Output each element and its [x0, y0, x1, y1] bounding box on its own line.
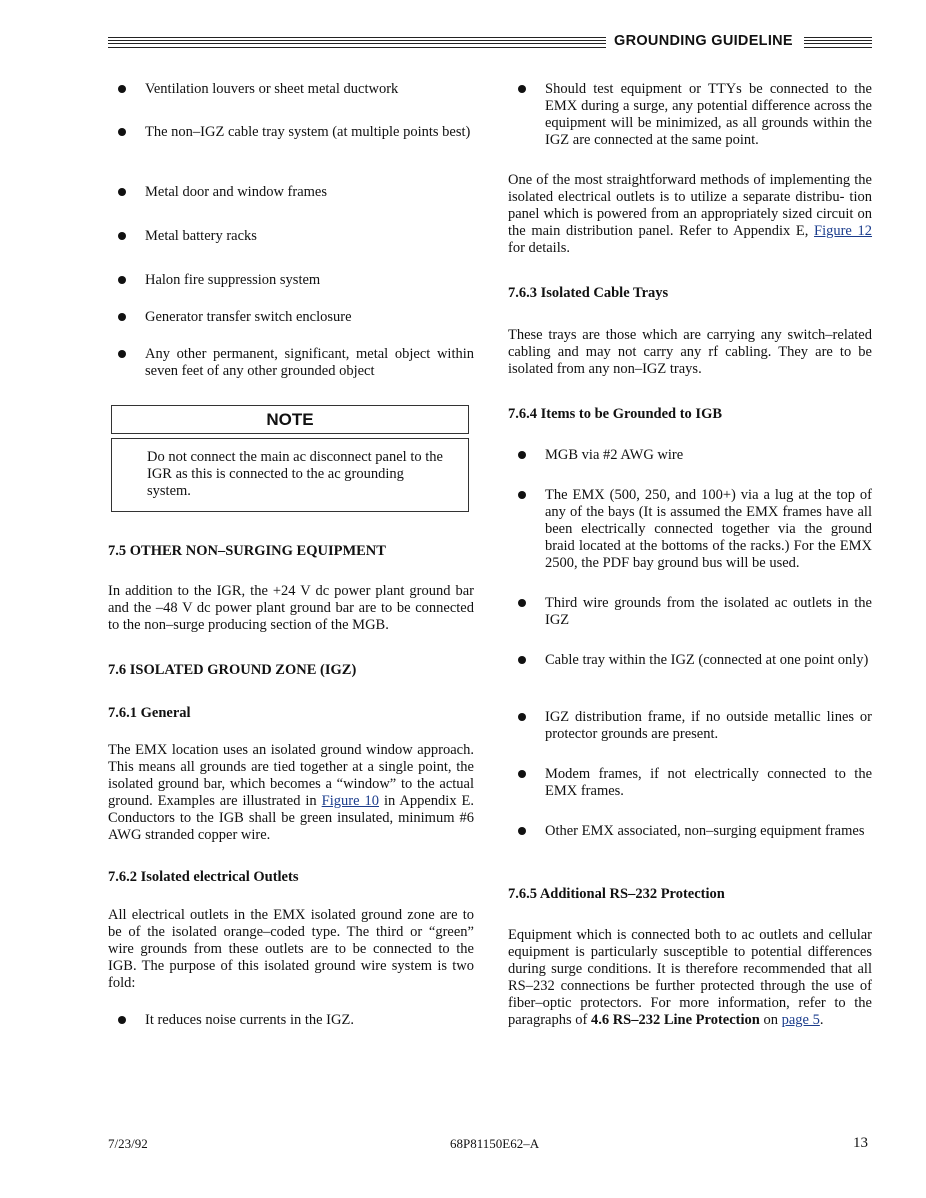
bullet-icon — [118, 313, 126, 321]
bullet-icon — [118, 188, 126, 196]
bullet-icon — [518, 85, 526, 93]
page-5-link[interactable]: page 5 — [781, 1012, 820, 1028]
bullet-icon — [118, 1016, 126, 1024]
list-item: Modem frames, if not electrically connected to the EMX frames. — [518, 766, 872, 800]
header-rule-right — [804, 37, 872, 48]
section-heading-7-6-3: 7.6.3 Isolated Cable Trays — [508, 285, 669, 301]
list-item: Ventilation louvers or sheet metal ductwork — [118, 81, 474, 98]
bullet-icon — [118, 85, 126, 93]
figure-10-link[interactable]: Figure 10 — [321, 793, 379, 809]
list-item: Other EMX associated, non–surging equipment frames — [518, 823, 872, 840]
section-heading-7-6-1: 7.6.1 General — [108, 705, 191, 721]
page-header-title: GROUNDING GUIDELINE — [614, 33, 793, 49]
list-item: Cable tray within the IGZ (connected at one point only) — [518, 652, 872, 669]
list-item: IGZ distribution frame, if no outside metallic lines or protector grounds are present. — [518, 709, 872, 743]
list-item: Metal door and window frames — [118, 184, 474, 201]
bullet-icon — [518, 656, 526, 664]
bullet-icon — [518, 770, 526, 778]
header-rule-left — [108, 37, 606, 48]
section-heading-7-6-5: 7.6.5 Additional RS–232 Protection — [508, 886, 725, 902]
bullet-icon — [518, 491, 526, 499]
note-box — [111, 438, 469, 512]
list-item: Third wire grounds from the isolated ac outlets in the IGZ — [518, 595, 872, 629]
footer-doc-number: 68P81150E62–A — [450, 1136, 540, 1151]
section-heading-7-6-4: 7.6.4 Items to be Grounded to IGB — [508, 406, 723, 422]
note-text: Do not connect the main ac disconnect panel to the IGR as this is connected to the ac grounding system. — [147, 449, 443, 499]
section-7-6-5-text: Equipment which is connected both to ac outlets and cellular equipment is particularly susceptible to potential differences during surge conditions. It is therefore recommended that all RS–232 connections be further protected through the use of fiber–optic protectors. For more information, refer to the paragraphs of 4.6 RS–232 Line Protection on page 5. — [508, 927, 872, 1028]
note-title: NOTE — [111, 405, 469, 434]
footer-date: 7/23/92 — [108, 1136, 148, 1151]
section-7-5-text: In addition to the IGR, the +24 V dc power plant ground bar and the –48 V dc power plant ground bar are to be connected to the non–surge producing section of the MGB. — [108, 583, 474, 633]
section-7-6-3-text: These trays are those which are carrying any switch–related cabling and may not carry any rf cabling. They are to be isolated from any non–IGZ trays. — [508, 327, 872, 377]
page-number: 13 — [853, 1135, 868, 1151]
list-item: Should test equipment or TTYs be connected to the EMX during a surge, any potential difference across the equipment will be minimized, as all grounds within the IGZ are connected at the same point. — [518, 81, 872, 149]
figure-12-link[interactable]: Figure 12 — [814, 223, 873, 239]
bullet-icon — [518, 599, 526, 607]
section-heading-7-6-2: 7.6.2 Isolated electrical Outlets — [108, 869, 299, 885]
isolated-outlets-paragraph: One of the most straightforward methods of implementing the isolated electrical outlets is to utilize a separate distribu- tion panel which is powered from an appropriately sized circuit on the main distribution panel. Refer to Appendix E, Figure 12 for details. — [508, 172, 873, 256]
section-heading-7-6: 7.6 ISOLATED GROUND ZONE (IGZ) — [108, 662, 357, 678]
list-item: The non–IGZ cable tray system (at multiple points best) — [118, 124, 474, 141]
list-item: Generator transfer switch enclosure — [118, 309, 474, 326]
bullet-icon — [518, 713, 526, 721]
list-item: Any other permanent, significant, metal object within seven feet of any other grounded object — [118, 346, 474, 380]
bullet-icon — [118, 276, 126, 284]
bullet-icon — [118, 350, 126, 358]
list-item: Metal battery racks — [118, 228, 474, 245]
list-item: The EMX (500, 250, and 100+) via a lug at the top of any of the bays (It is assumed the EMX frames have all been electrically connected together via the ground braid located at the bottoms of the racks.) For the EMX 2500, the PDF bay ground bus will be used. — [518, 487, 872, 572]
bullet-icon — [118, 232, 126, 240]
section-7-6-2-text: All electrical outlets in the EMX isolated ground zone are to be of the isolated orange–coded type. The third or “green” wire grounds from these outlets are to be connected to the IGB. The purpose of this isolated ground wire system is two fold: — [108, 907, 474, 991]
section-heading-7-5: 7.5 OTHER NON–SURGING EQUIPMENT — [108, 543, 386, 559]
bullet-icon — [518, 451, 526, 459]
bullet-icon — [518, 827, 526, 835]
list-item: MGB via #2 AWG wire — [518, 447, 872, 464]
rs232-reference: 4.6 RS–232 Line Protection — [590, 1012, 760, 1028]
section-7-6-1-text: The EMX location uses an isolated ground window approach. This means all grounds are tied together at a single point, the isolated ground bar, which becomes a “window” to the actual ground. Examples are illustrated in Figure 10 in Appendix E. Conductors to the IGB shall be green insulated, minimum #6 AWG stranded copper wire. — [108, 742, 475, 843]
list-item: Halon fire suppression system — [118, 272, 474, 289]
bullet-icon — [118, 128, 126, 136]
list-item: It reduces noise currents in the IGZ. — [118, 1012, 474, 1029]
